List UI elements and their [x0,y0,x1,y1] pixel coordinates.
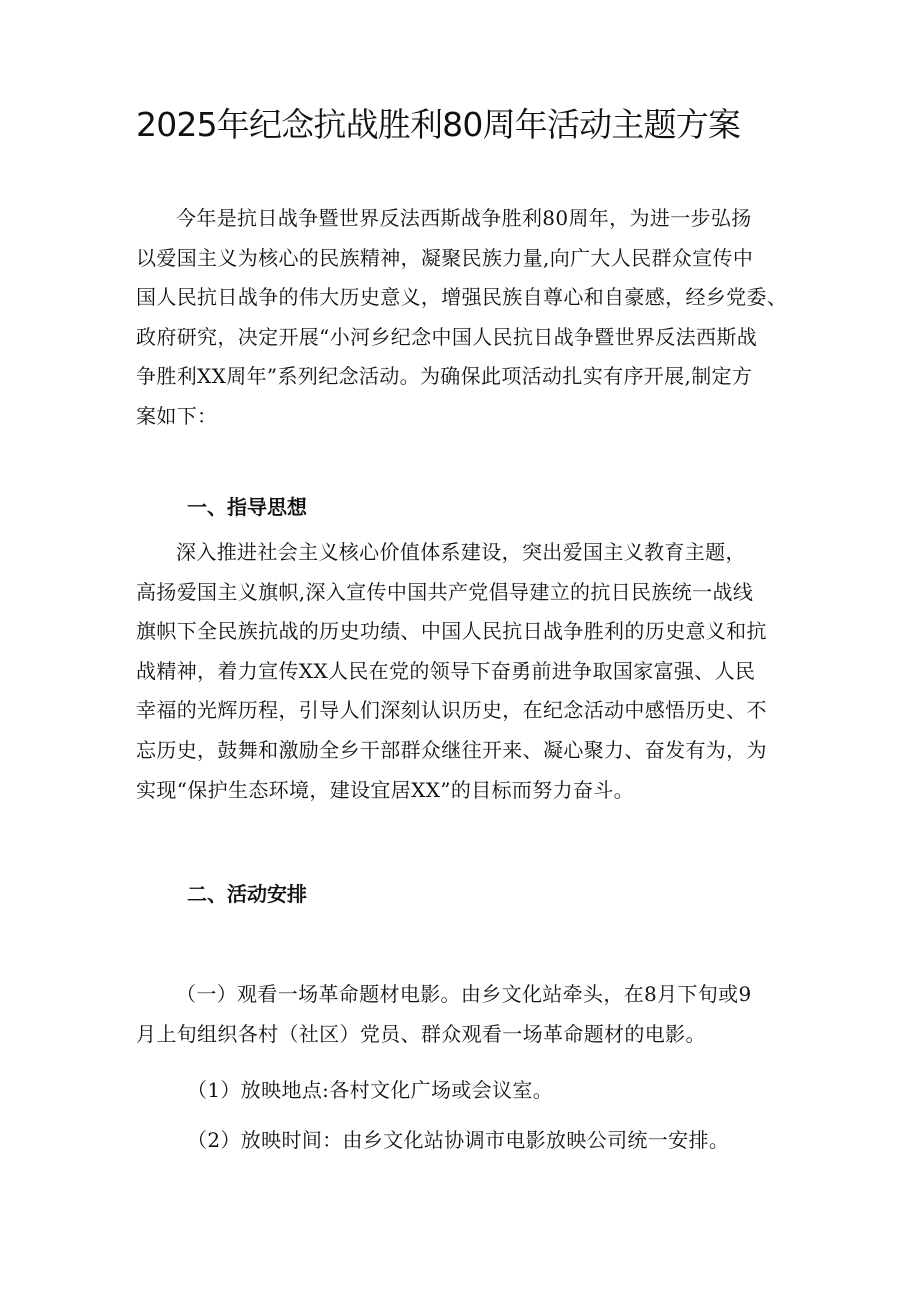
document-title: 2025年纪念抗战胜利80周年活动主题方案 [136,105,741,144]
intro-line: 国人民抗日战争的伟大历史意义，增强民族自尊心和自豪感，经乡党委、 [136,285,788,310]
screening-time-item: （2）放映时间：由乡文化站协调市电影放映公司统一安排。 [187,1128,730,1152]
intro-line: 案如下： [136,403,218,428]
section-heading-activity-arrangement: 二、活动安排 [187,882,307,906]
screening-location-item: （1）放映地点:各村文化广场或会议室。 [187,1078,554,1102]
body-line: 战精神，着力宣传XX人民在党的领导下奋勇前进争取国家富强、人民 [136,658,756,683]
activity-one-paragraph [136,975,796,1054]
body-line: 实现“保护生态环境，建设宜居XX”的目标而努力奋斗。 [136,777,635,802]
body-line: 深入推进社会主义核心价值体系建设，突出爱国主义教育主题， [176,540,746,564]
intro-line: 以爱国主义为核心的民族精神，凝聚民族力量,向广大人民群众宣传中 [136,245,754,270]
intro-line: 政府研究，决定开展“小河乡纪念中国人民抗日战争暨世界反法西斯战 [136,324,758,349]
body-line: 旗帜下全民族抗战的历史功绩、中国人民抗日战争胜利的历史意义和抗 [136,619,767,644]
intro-paragraph [136,199,796,437]
body-line: （一）观看一场革命题材电影。由乡文化站牵头，在8月下旬或9 [176,982,752,1006]
body-line: 月上旬组织各村（社区）党员、群众观看一场革命题材的电影。 [136,1021,706,1046]
guiding-ideology-paragraph [136,533,796,810]
body-line: 幸福的光辉历程，引导人们深刻认识历史，在纪念活动中感悟历史、不 [136,698,767,723]
intro-line: 今年是抗日战争暨世界反法西斯战争胜利80周年，为进一步弘扬 [176,206,752,230]
body-line: 忘历史，鼓舞和激励全乡干部群众继往开来、凝心聚力、奋发有为，为 [136,737,767,762]
body-line: 高扬爱国主义旗帜,深入宣传中国共产党倡导建立的抗日民族统一战线 [136,579,754,604]
section-heading-guiding-ideology: 一、指导思想 [187,495,307,519]
intro-line: 争胜利XX周年”系列纪念活动。为确保此项活动扎实有序开展,制定方 [136,364,753,389]
